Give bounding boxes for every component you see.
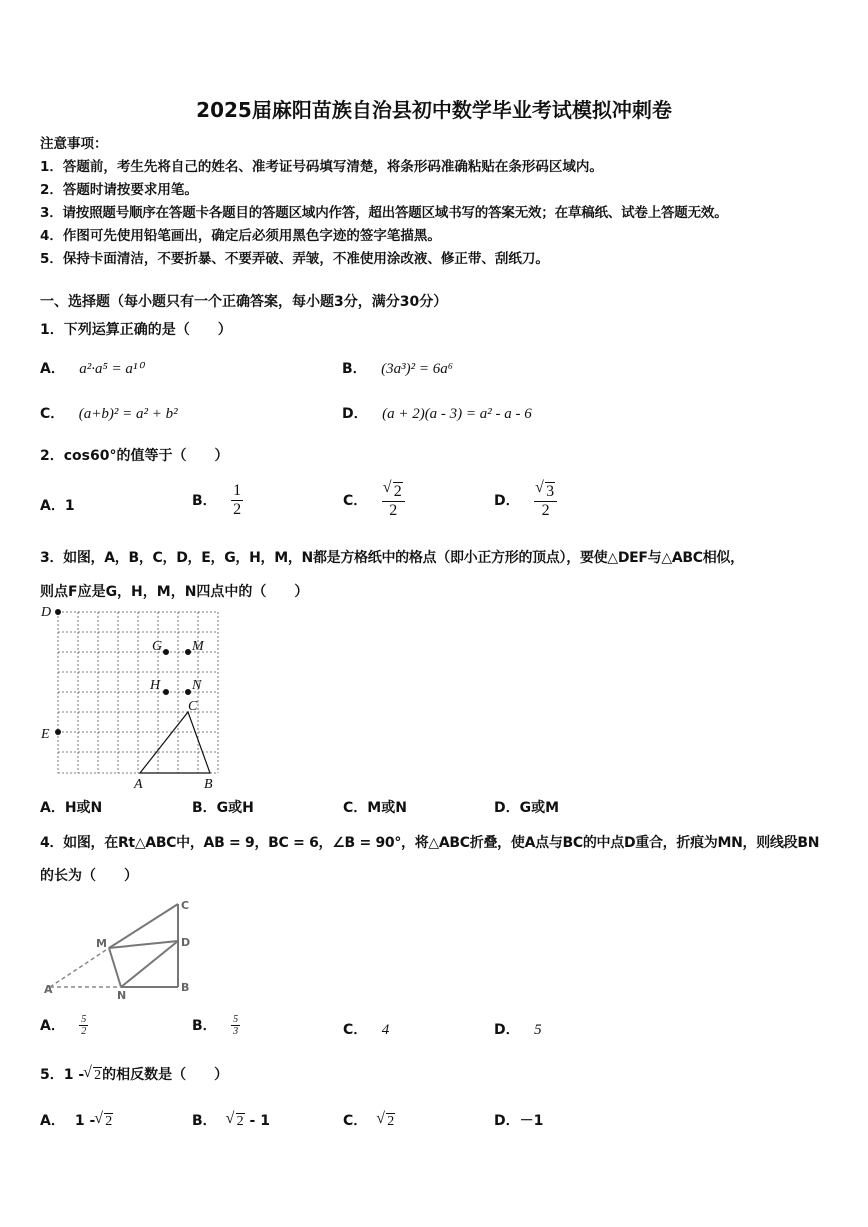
point-label: D — [41, 605, 52, 620]
option-label: A． — [40, 361, 65, 377]
radical: √ 2 — [104, 1113, 113, 1130]
notice-item: 5．保持卡面清洁，不要折暴、不要弄破、弄皱，不准使用涂改液、修正带、刮纸刀。 — [40, 251, 549, 267]
q2-option-b[interactable] — [192, 482, 243, 519]
q2-option-a[interactable] — [40, 495, 85, 515]
point-label: M — [96, 937, 107, 950]
q3-option-d[interactable] — [494, 797, 569, 817]
point-label: E — [41, 727, 50, 742]
grid-figure — [38, 600, 228, 795]
question-2-stem: 2．cos60°的值等于（ ） — [40, 448, 229, 464]
option-label: D．G或M — [494, 800, 560, 816]
q4-option-a[interactable] — [40, 1014, 88, 1037]
q1-option-c[interactable] — [40, 403, 178, 423]
notice-item: 2．答题时请按要求用笔。 — [40, 182, 198, 198]
q1-option-a[interactable] — [40, 358, 143, 378]
option-label: C． — [343, 1113, 368, 1129]
point-label: M — [192, 639, 204, 654]
option-label: D．－1 — [494, 1113, 544, 1129]
notice-item: 1．答题前，考生先将自己的姓名、准考证号码填写清楚，将条形码准确粘贴在条形码区域内。 — [40, 159, 603, 175]
notice-heading: 注意事项： — [40, 136, 108, 152]
point-label: N — [117, 989, 127, 1002]
option-label: A．H或N — [40, 800, 103, 816]
fraction: √ $\frac{3}{2}$ — [534, 482, 557, 520]
q1-option-b[interactable] — [342, 358, 453, 378]
option-label: B． — [342, 361, 367, 377]
option-label: C．M或N — [343, 800, 407, 816]
option-math: (a + 2)(a - 3) = a² - a - 6 — [382, 406, 532, 422]
point-label: B — [204, 777, 213, 792]
q5-option-c[interactable] — [343, 1110, 395, 1130]
question-1-stem: 1．下列运算正确的是（ ） — [40, 322, 232, 338]
point-label: C — [181, 899, 190, 912]
page-title: 2025届麻阳苗族自治县初中数学毕业考试模拟冲刺卷 — [196, 98, 672, 122]
q3-option-b[interactable] — [192, 797, 264, 817]
option-value: 4 — [381, 1022, 390, 1038]
point-label: G — [152, 639, 163, 654]
q5-option-b[interactable]: B．√ 2 - 1 — [192, 1110, 270, 1130]
q4-option-c[interactable] — [343, 1019, 389, 1039]
option-label: D． — [494, 493, 520, 509]
fraction: √ $\frac{2}{2}$ — [382, 482, 405, 520]
option-label: A． — [40, 1017, 65, 1034]
question-4-stem: 4．如图，在Rt△ABC中，AB = 9，BC = 6，∠B = 90°，将△ABC折叠，使A点与BC的中点D重合，折痕为MN，则线段BN — [40, 835, 820, 851]
option-math: (a+b)² = a² + b² — [78, 406, 178, 422]
option-label: B． — [192, 1113, 217, 1129]
fold-figure — [40, 895, 210, 1005]
option-math: a²·a⁵ = a¹⁰ — [79, 361, 144, 377]
option-label: B．G或H — [192, 800, 254, 816]
point-label: A — [44, 983, 53, 996]
option-label: B． — [192, 1017, 217, 1034]
question-3-stem-cont: 则点F应是G，H，M，N四点中的（ ） — [40, 584, 309, 600]
option-label: A．1 — [40, 498, 75, 514]
notice-item: 3．请按照题号顺序在答题卡各题目的答题区域内作答，超出答题区域书写的答案无效；在草稿纸、试卷上答题无效。 — [40, 205, 728, 221]
option-label: D． — [494, 1022, 520, 1038]
point-label: H — [150, 678, 161, 693]
option-label: C． — [343, 493, 368, 509]
question-3-stem: 3．如图，A，B，C，D，E，G，H，M，N都是方格纸中的格点（即小正方形的顶点），要使△DEF与△ABC相似， — [40, 550, 744, 566]
option-label: D． — [342, 406, 368, 422]
q1-option-d[interactable] — [342, 403, 532, 423]
point-label: B — [181, 981, 190, 994]
radical: √ 2 — [236, 1113, 245, 1130]
q3-option-a[interactable] — [40, 797, 112, 817]
radical: √ 2 — [386, 1113, 395, 1130]
fraction: $\frac{5}{2}$ — [81, 1014, 87, 1037]
q5-option-d[interactable] — [494, 1110, 553, 1130]
option-label: A． — [40, 1113, 65, 1129]
point-label: D — [181, 936, 191, 949]
option-label: C． — [40, 406, 65, 422]
option-label: C． — [343, 1022, 368, 1038]
q2-option-d[interactable] — [494, 482, 557, 520]
option-label: B． — [192, 492, 217, 509]
q4-option-d[interactable] — [494, 1019, 542, 1039]
section-heading: 一、选择题（每小题只有一个正确答案，每小题3分，满分30分） — [40, 294, 448, 310]
option-value: 5 — [534, 1022, 542, 1038]
q4-option-b[interactable] — [192, 1014, 240, 1037]
fraction: $\frac{1}{2}$ — [233, 482, 242, 518]
fraction: $\frac{5}{3}$ — [233, 1014, 239, 1037]
point-label: C — [188, 699, 198, 714]
question-4-stem-cont: 的长为（ ） — [40, 868, 138, 884]
point-label: N — [192, 678, 202, 693]
question-5-stem: 5．1 -√ 2的相反数是（ ） — [40, 1064, 228, 1084]
q2-option-c[interactable] — [343, 482, 405, 520]
q3-option-c[interactable] — [343, 797, 417, 817]
option-math: (3a³)² = 6a⁶ — [381, 361, 453, 377]
radical: √ 2 — [93, 1067, 102, 1084]
notice-item: 4．作图可先使用铅笔画出，确定后必须用黑色字迹的签字笔描黑。 — [40, 228, 441, 244]
q5-option-a[interactable]: A． 1 -√ 2 — [40, 1110, 113, 1130]
point-label: A — [134, 777, 143, 792]
